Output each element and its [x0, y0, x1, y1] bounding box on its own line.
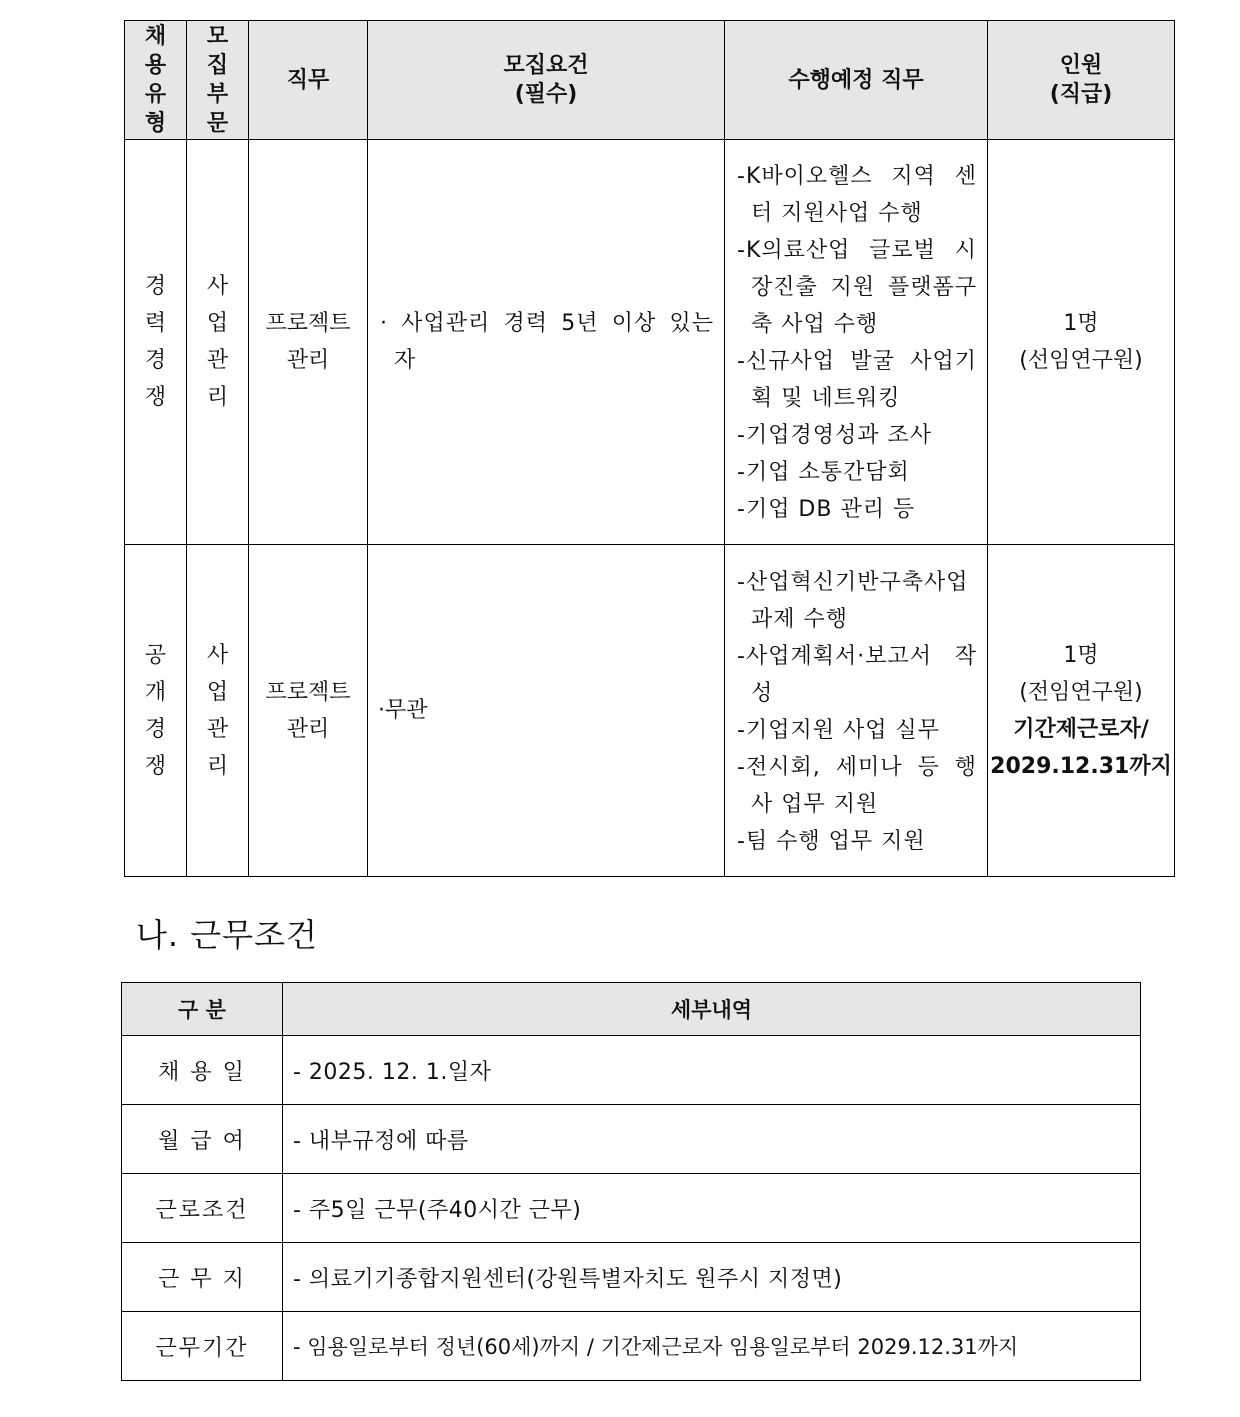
duties-cell — [725, 545, 988, 877]
table-row — [125, 545, 1175, 877]
header-details: 세부내역 — [283, 983, 1141, 1036]
header-category: 구 분 — [122, 983, 283, 1036]
headcount-value: 1명 — [1063, 311, 1099, 336]
condition-value: - 내부규정에 따름 — [283, 1105, 1141, 1174]
job-line: 프로젝트 — [265, 679, 351, 705]
condition-label: 월 급 여 — [122, 1105, 283, 1174]
department-cell: 사업관리 — [187, 140, 249, 545]
duty-item: -기업 DB 관리 등 — [737, 497, 916, 522]
headcount-value: 1명 — [1063, 642, 1099, 668]
hire-type-cell: 경력경쟁 — [125, 140, 187, 545]
rank-value: (전임연구원) — [1019, 679, 1143, 705]
header-department: 모집부문 — [187, 21, 249, 140]
recruitment-table — [124, 20, 1175, 877]
duties-cell — [725, 140, 988, 545]
rank-value: (선임연구원) — [1019, 348, 1143, 373]
requirement-text: ·무관 — [378, 698, 428, 723]
table-row — [122, 1312, 1141, 1381]
job-cell — [249, 140, 368, 545]
job-cell — [249, 545, 368, 877]
duty-item: -기업지원 사업 실무 — [737, 717, 940, 743]
job-line: 프로젝트 — [265, 311, 351, 336]
duty-item: -신규사업 발굴 사업기획 및 네트워킹 — [737, 349, 977, 411]
requirement-cell — [368, 545, 725, 877]
header-headcount-sub: (직급) — [1049, 82, 1113, 107]
duty-item: -K의료산업 글로벌 시장진출 지원 플랫폼구축 사업 수행 — [737, 238, 977, 337]
condition-value: - 의료기기종합지원센터(강원특별자치도 원주시 지정면) — [283, 1243, 1141, 1312]
work-conditions-table — [121, 982, 1141, 1381]
conditions-header-row — [122, 983, 1141, 1036]
condition-label: 근로조건 — [122, 1174, 283, 1243]
condition-label: 채 용 일 — [122, 1036, 283, 1105]
header-job: 직무 — [249, 21, 368, 140]
table-row — [125, 140, 1175, 545]
condition-label: 근무기간 — [122, 1312, 283, 1381]
header-duties: 수행예정 직무 — [725, 21, 988, 140]
duty-item: -산업혁신기반구축사업 과제 수행 — [737, 569, 969, 632]
requirement-text: · 사업관리 경력 5년 이상 있는 자 — [380, 311, 714, 373]
headcount-cell — [988, 545, 1175, 877]
header-headcount-title: 인원 — [1059, 53, 1103, 78]
header-requirements — [368, 21, 725, 140]
contract-note: 기간제근로자/ — [1013, 716, 1149, 742]
job-line: 관리 — [286, 716, 330, 742]
headcount-cell — [988, 140, 1175, 545]
table-row — [122, 1243, 1141, 1312]
condition-value: - 임용일로부터 정년(60세)까지 / 기간제근로자 임용일로부터 2029.12.31까지 — [283, 1312, 1141, 1381]
duty-item: -팀 수행 업무 지원 — [737, 828, 926, 854]
duty-item: -기업 소통간담회 — [737, 460, 910, 485]
header-requirements-sub: (필수) — [514, 82, 578, 107]
header-hire-type: 채용유형 — [125, 21, 187, 140]
condition-value: - 2025. 12. 1.일자 — [283, 1036, 1141, 1105]
contract-end-date: 2029.12.31까지 — [990, 753, 1172, 779]
condition-label: 근 무 지 — [122, 1243, 283, 1312]
job-line: 관리 — [286, 348, 330, 373]
recruitment-header-row — [125, 21, 1175, 140]
department-cell: 사업관리 — [187, 545, 249, 877]
table-row — [122, 1105, 1141, 1174]
hire-type-cell: 공개경쟁 — [125, 545, 187, 877]
duty-item: -K바이오헬스 지역 센터 지원사업 수행 — [737, 164, 977, 226]
duty-item: -사업계획서·보고서 작성 — [737, 643, 977, 706]
requirement-cell — [368, 140, 725, 545]
section-heading: 나. 근무조건 — [136, 916, 318, 954]
condition-value: - 주5일 근무(주40시간 근무) — [283, 1174, 1141, 1243]
duty-item: -전시회, 세미나 등 행사 업무 지원 — [737, 754, 977, 817]
header-requirements-title: 모집요건 — [503, 53, 589, 78]
duty-item: -기업경영성과 조사 — [737, 423, 932, 448]
table-row — [122, 1036, 1141, 1105]
header-headcount — [988, 21, 1175, 140]
table-row — [122, 1174, 1141, 1243]
